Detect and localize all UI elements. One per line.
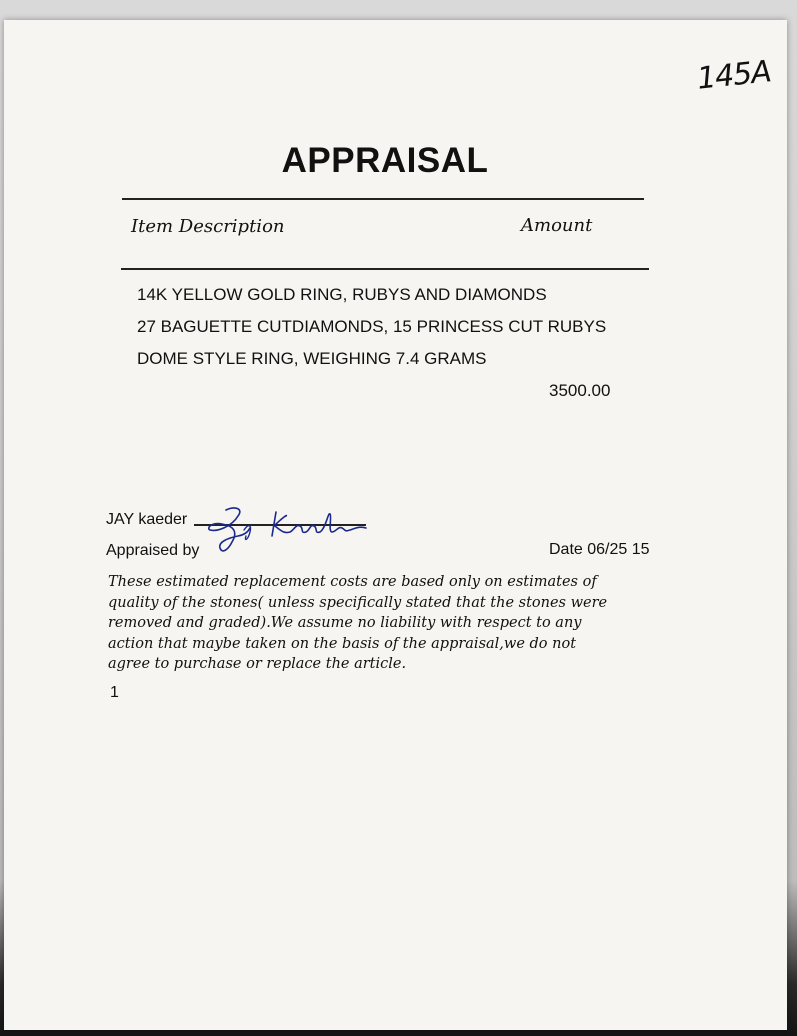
- disclaimer-line-5: agree to purchase or replace the article.: [108, 656, 407, 672]
- disclaimer-line-1: These estimated replacement costs are based only on estimates of: [108, 574, 597, 590]
- amount-header: Amount: [521, 215, 593, 236]
- appraisal-date: Date 06/25 15: [549, 541, 650, 558]
- appraiser-name: JAY kaeder: [106, 511, 188, 528]
- document-title: APPRAISAL: [281, 141, 489, 180]
- disclaimer-line-4: action that maybe taken on the basis of the appraisal,we do not: [108, 635, 577, 652]
- header-bottom-rule: [121, 268, 649, 270]
- item-line-2: 27 BAGUETTE CUTDIAMONDS, 15 PRINCESS CUT RUBYS: [137, 317, 607, 336]
- handwritten-note: 145A: [695, 54, 773, 97]
- item-line-3: DOME STYLE RING, WEIGHING 7.4 GRAMS: [137, 349, 487, 368]
- header-top-rule: [122, 198, 644, 200]
- item-line-1: 14K YELLOW GOLD RING, RUBYS AND DIAMONDS: [137, 285, 547, 304]
- appraisal-sheet: [4, 20, 787, 1030]
- disclaimer-line-2: quality of the stones( unless specifically stated that the stones were: [108, 594, 608, 611]
- amount-value: 3500.00: [549, 381, 611, 400]
- page-number: 1: [110, 684, 119, 701]
- disclaimer-text: [108, 572, 678, 675]
- handwritten-signature: [204, 502, 384, 567]
- disclaimer-line-3: removed and graded).We assume no liability with respect to any: [108, 615, 582, 631]
- item-description-header: Item Description: [131, 216, 285, 237]
- appraised-by-label: Appraised by: [106, 542, 200, 559]
